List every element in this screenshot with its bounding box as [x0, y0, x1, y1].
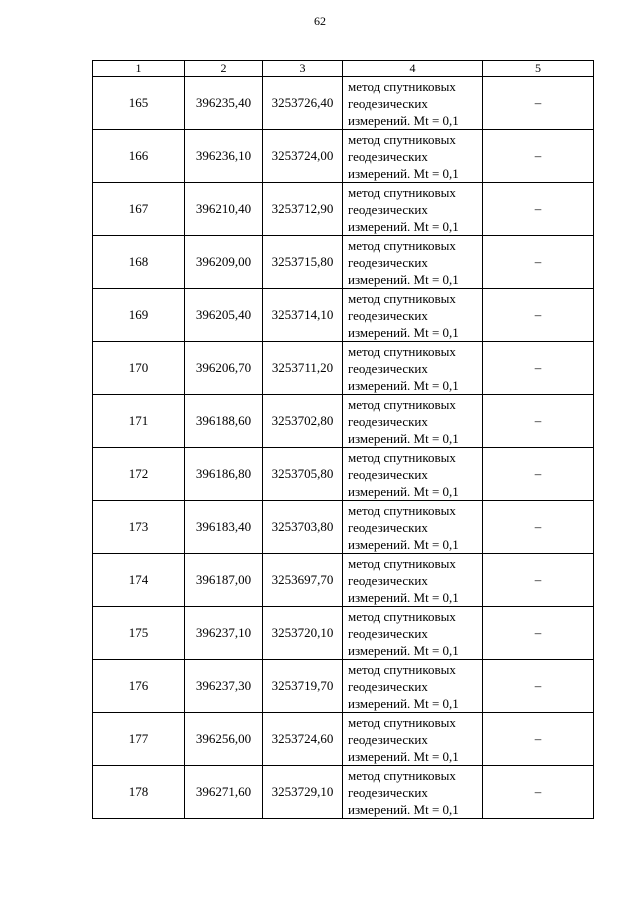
method-line: метод спутниковых	[348, 131, 456, 147]
point-number-cell: 178	[93, 766, 185, 819]
x-coordinate-cell: 396271,60	[185, 766, 263, 819]
method-line: метод спутниковых	[348, 237, 456, 253]
method-line: измерений. Mt = 0,1	[348, 271, 459, 287]
y-coordinate-cell: 3253703,80	[263, 501, 343, 554]
page-number: 62	[314, 14, 326, 28]
method-line: метод спутниковых	[348, 184, 456, 200]
method-line: измерений. Mt = 0,1	[348, 695, 459, 711]
table-row	[93, 554, 594, 607]
method-line: метод спутниковых	[348, 767, 456, 783]
point-number-cell: 171	[93, 395, 185, 448]
x-coordinate-cell: 396236,10	[185, 130, 263, 183]
method-line: измерений. Mt = 0,1	[348, 165, 459, 181]
y-coordinate-cell: 3253719,70	[263, 660, 343, 713]
accuracy-cell: –	[483, 236, 594, 289]
y-coordinate-cell: 3253724,60	[263, 713, 343, 766]
y-coordinate-cell: 3253726,40	[263, 77, 343, 130]
point-number-cell: 168	[93, 236, 185, 289]
header-cell-1: 1	[93, 61, 185, 77]
table-row	[93, 183, 594, 236]
point-number-cell: 173	[93, 501, 185, 554]
method-cell	[343, 607, 483, 660]
method-cell	[343, 501, 483, 554]
method-cell	[343, 289, 483, 342]
table-row	[93, 77, 594, 130]
point-number-cell: 176	[93, 660, 185, 713]
method-line: измерений. Mt = 0,1	[348, 748, 459, 764]
method-line: геодезических	[348, 572, 428, 588]
method-line: геодезических	[348, 201, 428, 217]
method-line: измерений. Mt = 0,1	[348, 218, 459, 234]
method-line: геодезических	[348, 678, 428, 694]
method-line: измерений. Mt = 0,1	[348, 801, 459, 817]
accuracy-cell: –	[483, 342, 594, 395]
method-line: измерений. Mt = 0,1	[348, 589, 459, 605]
y-coordinate-cell: 3253715,80	[263, 236, 343, 289]
x-coordinate-cell: 396205,40	[185, 289, 263, 342]
accuracy-cell: –	[483, 448, 594, 501]
method-line: измерений. Mt = 0,1	[348, 377, 459, 393]
method-line: геодезических	[348, 307, 428, 323]
accuracy-cell: –	[483, 501, 594, 554]
method-cell	[343, 660, 483, 713]
method-line: геодезических	[348, 95, 428, 111]
accuracy-cell: –	[483, 130, 594, 183]
method-line: метод спутниковых	[348, 78, 456, 94]
table-body	[93, 61, 594, 819]
point-number-cell: 167	[93, 183, 185, 236]
x-coordinate-cell: 396237,10	[185, 607, 263, 660]
method-line: метод спутниковых	[348, 502, 456, 518]
method-cell	[343, 766, 483, 819]
point-number-cell: 174	[93, 554, 185, 607]
y-coordinate-cell: 3253729,10	[263, 766, 343, 819]
method-line: геодезических	[348, 466, 428, 482]
method-line: геодезических	[348, 784, 428, 800]
point-number-cell: 170	[93, 342, 185, 395]
method-line: метод спутниковых	[348, 555, 456, 571]
header-cell-2: 2	[185, 61, 263, 77]
method-line: геодезических	[348, 413, 428, 429]
header-cell-3: 3	[263, 61, 343, 77]
x-coordinate-cell: 396210,40	[185, 183, 263, 236]
x-coordinate-cell: 396186,80	[185, 448, 263, 501]
method-line: измерений. Mt = 0,1	[348, 430, 459, 446]
table-header-row	[93, 61, 594, 77]
method-cell	[343, 77, 483, 130]
point-number-cell: 177	[93, 713, 185, 766]
method-cell	[343, 395, 483, 448]
table-row	[93, 130, 594, 183]
x-coordinate-cell: 396206,70	[185, 342, 263, 395]
x-coordinate-cell: 396237,30	[185, 660, 263, 713]
x-coordinate-cell: 396188,60	[185, 395, 263, 448]
method-cell	[343, 342, 483, 395]
accuracy-cell: –	[483, 395, 594, 448]
method-line: измерений. Mt = 0,1	[348, 112, 459, 128]
method-line: метод спутниковых	[348, 396, 456, 412]
y-coordinate-cell: 3253712,90	[263, 183, 343, 236]
y-coordinate-cell: 3253724,00	[263, 130, 343, 183]
y-coordinate-cell: 3253711,20	[263, 342, 343, 395]
method-cell	[343, 183, 483, 236]
coordinates-table	[92, 60, 594, 819]
table-row	[93, 342, 594, 395]
method-line: измерений. Mt = 0,1	[348, 642, 459, 658]
method-cell	[343, 236, 483, 289]
method-line: метод спутниковых	[348, 343, 456, 359]
method-line: геодезических	[348, 519, 428, 535]
accuracy-cell: –	[483, 660, 594, 713]
table-row	[93, 501, 594, 554]
table-row	[93, 607, 594, 660]
method-line: геодезических	[348, 625, 428, 641]
method-cell	[343, 713, 483, 766]
method-line: метод спутниковых	[348, 661, 456, 677]
accuracy-cell: –	[483, 183, 594, 236]
method-line: измерений. Mt = 0,1	[348, 536, 459, 552]
method-line: геодезических	[348, 148, 428, 164]
y-coordinate-cell: 3253702,80	[263, 395, 343, 448]
method-line: геодезических	[348, 360, 428, 376]
point-number-cell: 172	[93, 448, 185, 501]
table-row	[93, 448, 594, 501]
y-coordinate-cell: 3253714,10	[263, 289, 343, 342]
method-line: геодезических	[348, 731, 428, 747]
method-cell	[343, 554, 483, 607]
method-line: метод спутниковых	[348, 290, 456, 306]
table-row	[93, 660, 594, 713]
accuracy-cell: –	[483, 289, 594, 342]
table-row	[93, 236, 594, 289]
table-row	[93, 766, 594, 819]
y-coordinate-cell: 3253705,80	[263, 448, 343, 501]
y-coordinate-cell: 3253720,10	[263, 607, 343, 660]
method-cell	[343, 130, 483, 183]
point-number-cell: 175	[93, 607, 185, 660]
table-row	[93, 713, 594, 766]
x-coordinate-cell: 396235,40	[185, 77, 263, 130]
method-line: метод спутниковых	[348, 449, 456, 465]
point-number-cell: 169	[93, 289, 185, 342]
x-coordinate-cell: 396209,00	[185, 236, 263, 289]
point-number-cell: 166	[93, 130, 185, 183]
method-cell	[343, 448, 483, 501]
point-number-cell: 165	[93, 77, 185, 130]
method-line: геодезических	[348, 254, 428, 270]
table-row	[93, 395, 594, 448]
method-line: измерений. Mt = 0,1	[348, 483, 459, 499]
header-cell-5: 5	[483, 61, 594, 77]
accuracy-cell: –	[483, 77, 594, 130]
header-cell-4: 4	[343, 61, 483, 77]
accuracy-cell: –	[483, 766, 594, 819]
x-coordinate-cell: 396183,40	[185, 501, 263, 554]
method-line: метод спутниковых	[348, 608, 456, 624]
x-coordinate-cell: 396256,00	[185, 713, 263, 766]
accuracy-cell: –	[483, 554, 594, 607]
accuracy-cell: –	[483, 713, 594, 766]
table-row	[93, 289, 594, 342]
x-coordinate-cell: 396187,00	[185, 554, 263, 607]
method-line: измерений. Mt = 0,1	[348, 324, 459, 340]
y-coordinate-cell: 3253697,70	[263, 554, 343, 607]
method-line: метод спутниковых	[348, 714, 456, 730]
accuracy-cell: –	[483, 607, 594, 660]
